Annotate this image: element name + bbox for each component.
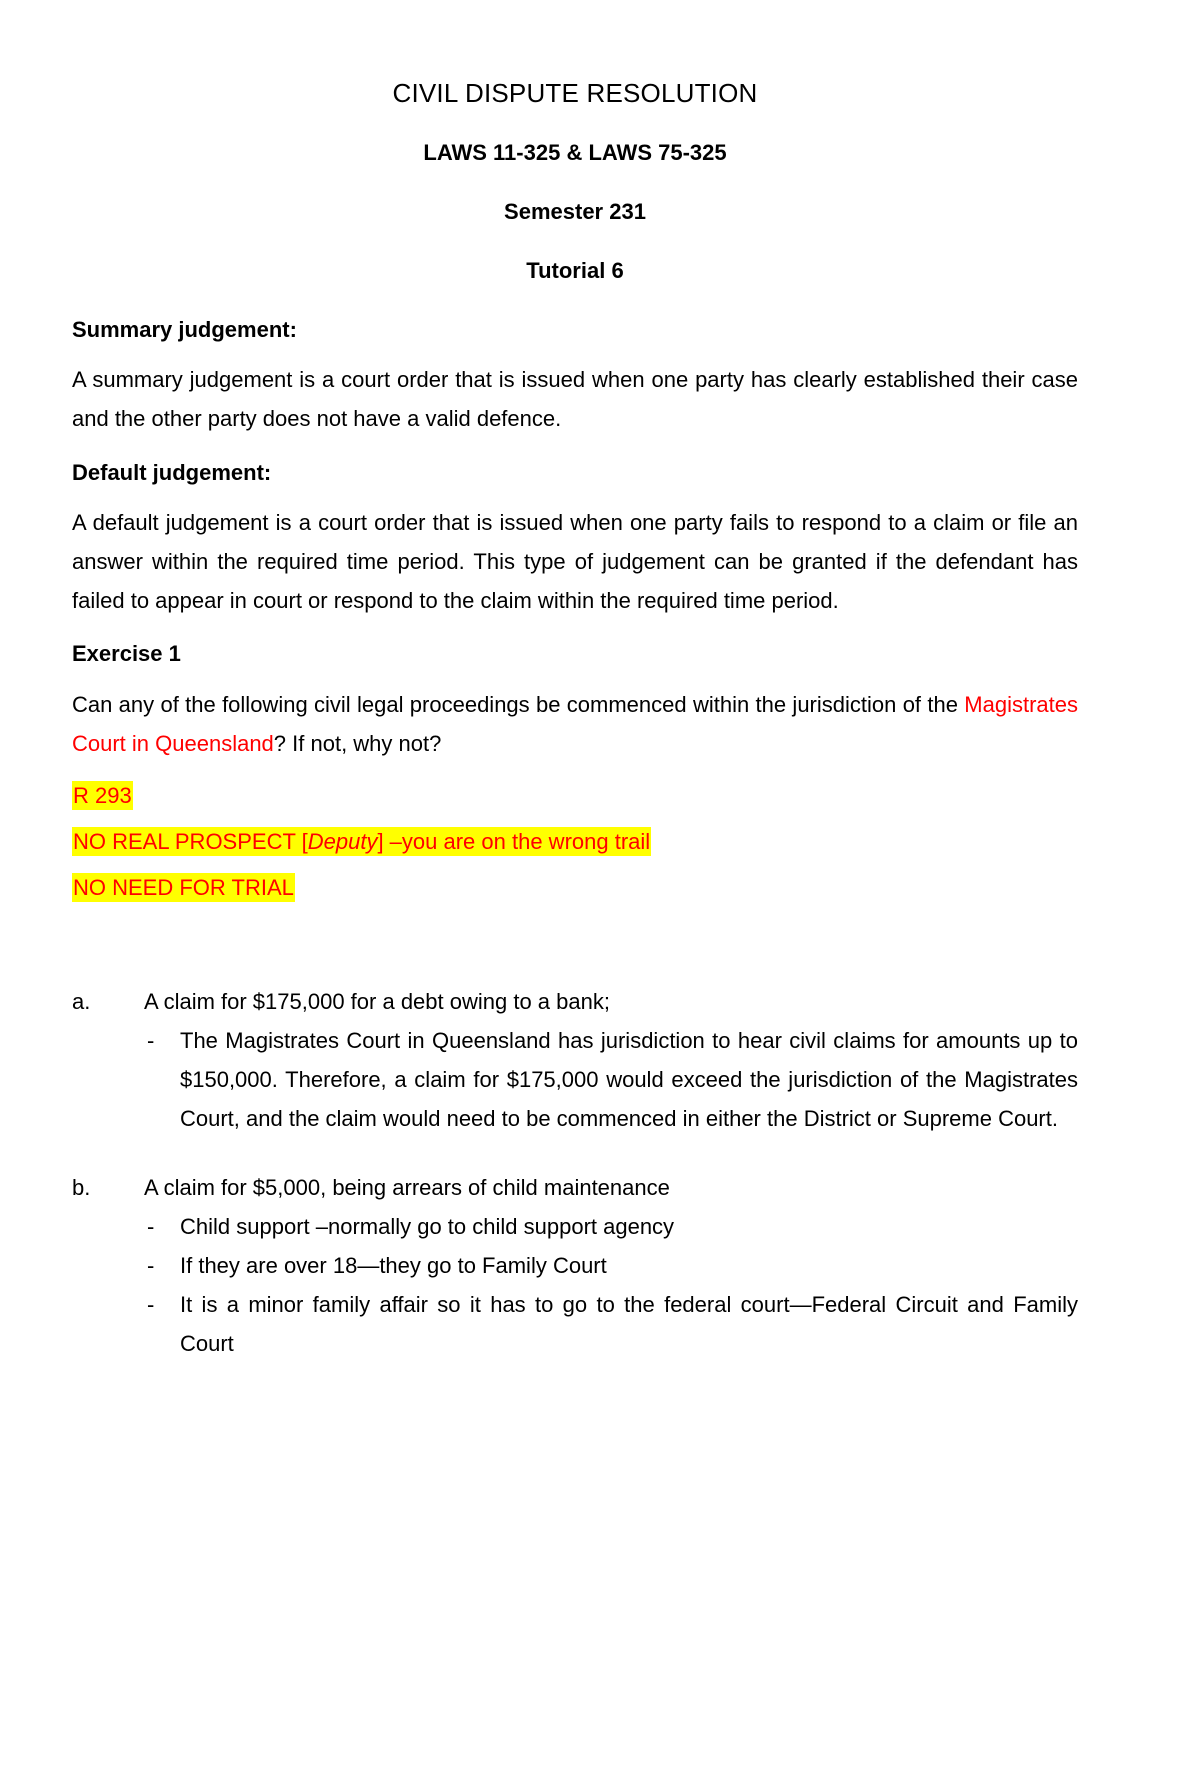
bullet-item: [144, 1021, 1078, 1138]
question-text-start: Can any of the following civil legal proceedings be commenced within the jurisdiction of the: [72, 692, 965, 717]
item-text: A claim for $5,000, being arrears of child maintenance: [144, 1175, 670, 1200]
default-judgement-heading: Default judgement:: [72, 460, 272, 485]
exercise-items: [72, 982, 1078, 1363]
item-label: a.: [72, 989, 91, 1014]
bullet-marker: -: [147, 1292, 155, 1317]
note-rule-line: [72, 782, 1078, 810]
bullet-item: [144, 1207, 1078, 1246]
exercise-item-a: [72, 982, 1078, 1138]
document-title: CIVIL DISPUTE RESOLUTION: [392, 78, 758, 108]
note-real-prospect-start: NO REAL PROSPECT [: [73, 829, 308, 854]
note-real-prospect-line: [72, 828, 1078, 856]
bullet-text: Child support –normally go to child support agency: [180, 1214, 675, 1239]
course-codes: LAWS 11-325 & LAWS 75-325: [423, 140, 727, 165]
bullet-marker: -: [147, 1028, 155, 1053]
item-bullets: [72, 1021, 1078, 1138]
bullet-text: The Magistrates Court in Queensland has jurisdiction to hear civil claims for amounts up to $150,000. Therefore, a claim for $175,000 would exceed the jurisdiction of the Magistrates Court, and the claim would need to be commenced in either the District or Supreme Court.: [180, 1028, 1078, 1131]
note-real-prospect-end: ] –you are on the wrong trail: [377, 829, 651, 854]
bullet-item: [144, 1246, 1078, 1285]
default-judgement-text: A default judgement is a court order that is issued when one party fails to respond to a claim or file an answer within the required time period. This type of judgement can be granted if the defendant has failed to appear in court or respond to the claim within the required time period.: [72, 510, 1078, 613]
semester-label: Semester 231: [504, 199, 646, 224]
tutorial-label: Tutorial 6: [526, 258, 624, 283]
bullet-text: If they are over 18—they go to Family Court: [180, 1253, 607, 1278]
exercise-1-question: [72, 685, 1078, 763]
question-text-end: ? If not, why not?: [273, 731, 442, 756]
note-real-prospect: [72, 827, 651, 856]
bullet-item: [144, 1285, 1078, 1363]
note-real-prospect-italic: Deputy: [307, 829, 378, 854]
summary-judgement-text: A summary judgement is a court order that is issued when one party has clearly established their case and the other party does not have a valid defence.: [72, 367, 1078, 431]
item-label: b.: [72, 1175, 91, 1200]
bullet-marker: -: [147, 1214, 155, 1239]
item-bullets: [72, 1207, 1078, 1363]
summary-judgement-heading: Summary judgement:: [72, 317, 297, 342]
item-text: A claim for $175,000 for a debt owing to a bank;: [144, 989, 610, 1014]
exercise-1-heading: Exercise 1: [72, 641, 181, 666]
note-need-for-trial-line: [72, 874, 1078, 902]
exercise-item-b: [72, 1168, 1078, 1363]
note-need-for-trial: NO NEED FOR TRIAL: [73, 875, 294, 900]
question-highlight-court: Magistrates Court in Queensland: [72, 692, 1078, 756]
document-page: [0, 78, 1200, 1776]
bullet-text: It is a minor family affair so it has to go to the federal court—Federal Circuit and Family Court: [180, 1292, 1078, 1356]
note-rule: R 293: [73, 783, 132, 808]
bullet-marker: -: [147, 1253, 155, 1278]
